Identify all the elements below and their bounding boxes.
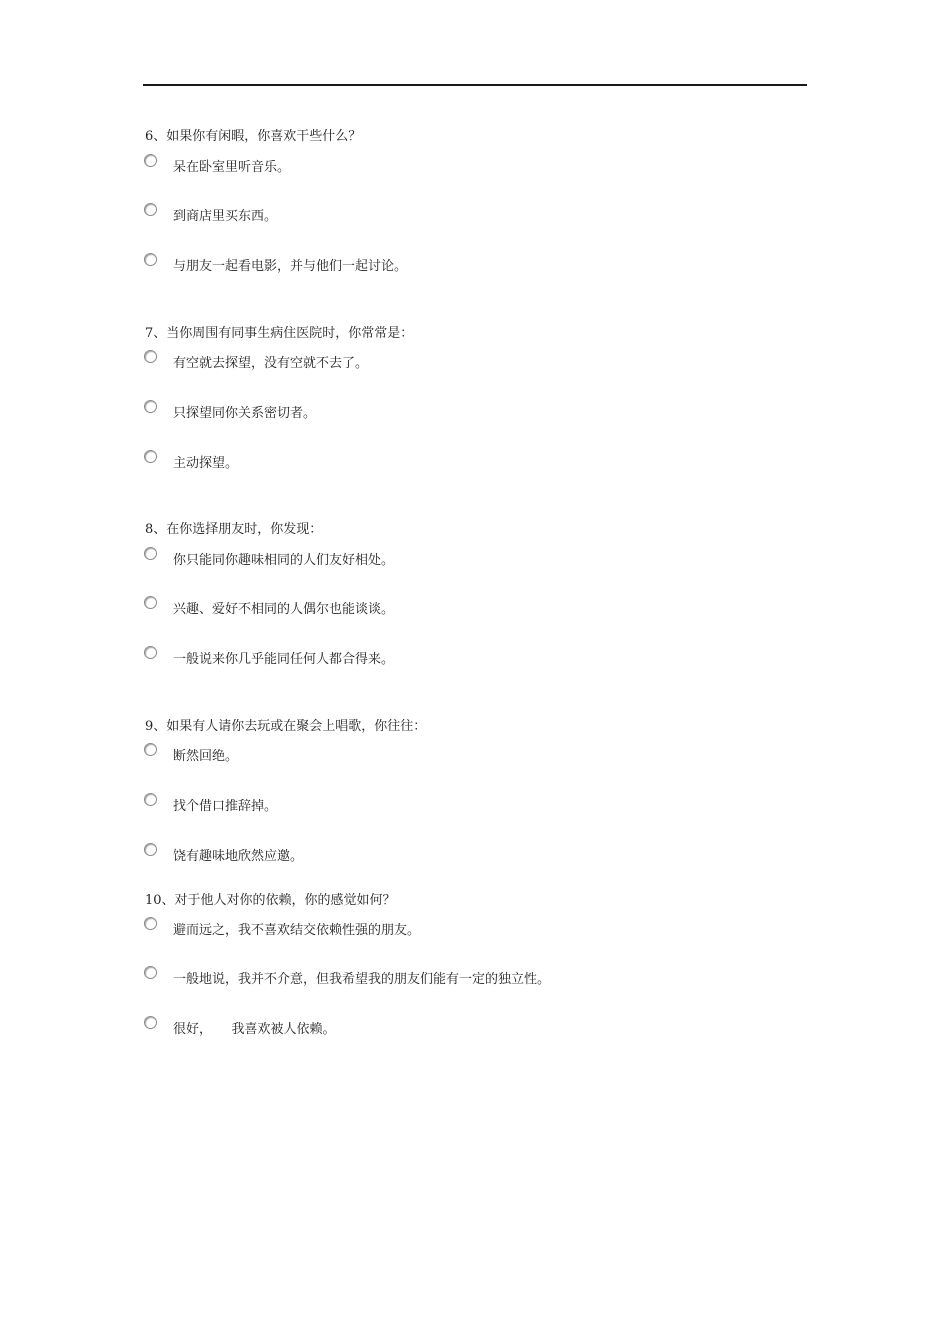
radio-button-icon[interactable] [144,966,157,979]
option-label: 一般说来你几乎能同任何人都合得来。 [173,652,395,667]
radio-button-icon[interactable] [144,793,157,806]
question-6-option-a[interactable] [144,154,744,175]
radio-button-icon[interactable] [144,450,157,463]
option-label: 一般地说，我并不介意，但我希望我的朋友们能有一定的独立性。 [173,972,551,987]
option-label: 你只能同你趣味相同的人们友好相处。 [173,553,395,568]
radio-button-icon[interactable] [144,917,157,930]
radio-button-icon[interactable] [144,400,157,413]
question-10-title: 10、对于他人对你的依赖，你的感觉如何？ [145,893,396,908]
question-6-option-c[interactable] [144,253,744,274]
radio-button-icon[interactable] [144,743,157,756]
option-label: 有空就去探望，没有空就不去了。 [173,356,369,371]
option-label: 只探望同你关系密切者。 [173,406,317,421]
question-8-title: 8、在你选择朋友时，你发现： [145,522,323,537]
option-label: 主动探望。 [173,456,239,471]
question-8-option-c[interactable] [144,646,744,667]
option-label: 呆在卧室里听音乐。 [173,160,291,175]
option-label: 饶有趣味地欣然应邀。 [173,849,304,864]
question-9-option-b[interactable] [144,793,744,814]
radio-button-icon[interactable] [144,1016,157,1029]
question-7-option-a[interactable] [144,350,744,371]
radio-button-icon[interactable] [144,843,157,856]
question-7-title: 7、当你周围有同事生病住医院时，你常常是： [145,326,414,341]
question-9-title: 9、如果有人请你去玩或在聚会上唱歌，你往往： [145,719,427,734]
radio-button-icon[interactable] [144,203,157,216]
question-7-option-c[interactable] [144,450,744,471]
radio-button-icon[interactable] [144,253,157,266]
top-horizontal-rule [143,84,807,86]
question-9-option-a[interactable] [144,743,744,764]
question-10-option-b[interactable] [144,966,744,987]
question-8-option-a[interactable] [144,547,744,568]
question-10-option-a[interactable] [144,917,744,938]
question-9-option-c[interactable] [144,843,744,864]
question-10-option-c[interactable] [144,1016,744,1037]
radio-button-icon[interactable] [144,547,157,560]
radio-button-icon[interactable] [144,350,157,363]
option-label: 到商店里买东西。 [173,209,278,224]
option-label: 找个借口推辞掉。 [173,799,278,814]
question-6-option-b[interactable] [144,203,744,224]
option-label: 兴趣、爱好不相同的人偶尔也能谈谈。 [173,602,395,617]
option-label: 与朋友一起看电影，并与他们一起讨论。 [173,259,408,274]
question-8-option-b[interactable] [144,596,744,617]
question-6-title: 6、如果你有闲暇，你喜欢干些什么？ [145,129,362,144]
option-label: 很好， 我喜欢被人依赖。 [173,1022,336,1037]
radio-button-icon[interactable] [144,596,157,609]
option-label: 避而远之，我不喜欢结交依赖性强的朋友。 [173,923,421,938]
radio-button-icon[interactable] [144,646,157,659]
radio-button-icon[interactable] [144,154,157,167]
question-7-option-b[interactable] [144,400,744,421]
option-label: 断然回绝。 [173,749,239,764]
